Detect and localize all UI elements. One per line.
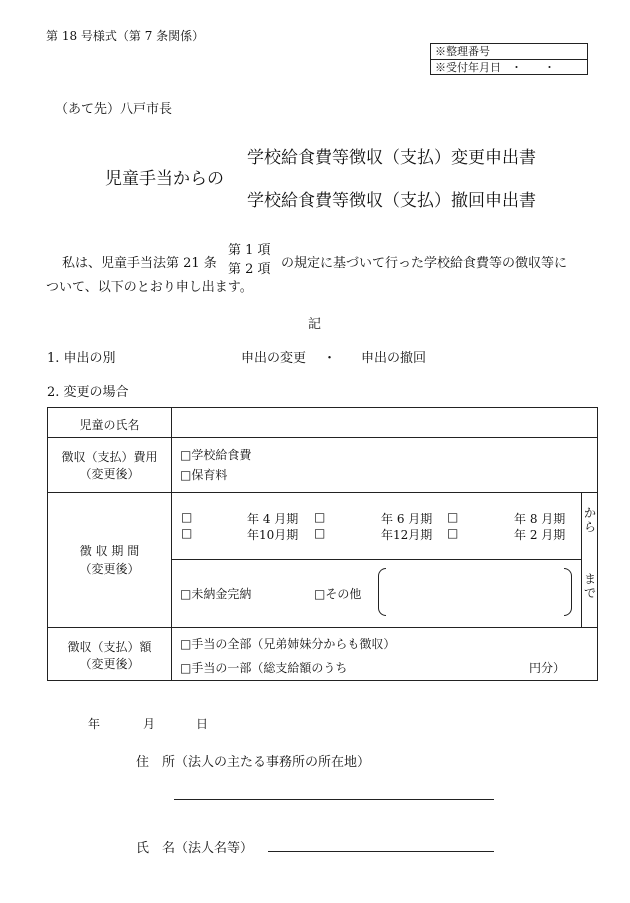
change-table — [47, 407, 598, 681]
amount-option-part-end: 円分） — [529, 661, 566, 675]
period-checkbox[interactable]: □ — [314, 510, 326, 524]
title-change: 学校給食費等徴収（支払）変更申出書 — [247, 148, 536, 168]
month-label: 年 2 月期 — [514, 528, 566, 542]
row-line-2 — [48, 492, 597, 493]
title-prefix: 児童手当からの — [105, 169, 224, 189]
unpaid-complete-option[interactable]: □未納金完納 — [180, 587, 252, 601]
address-line[interactable] — [174, 799, 494, 800]
option-change[interactable]: 申出の変更 — [241, 351, 307, 366]
received-date-dots: ・ ・ — [511, 61, 555, 74]
month-label: 年10月期 — [247, 528, 299, 542]
registration-number-label: ※整理番号 — [435, 45, 490, 58]
name-label: 氏 名（法人名等） — [136, 841, 254, 856]
period-checkbox[interactable]: □ — [181, 510, 193, 524]
kara-label: から — [583, 506, 596, 534]
intro-line2: ついて、以下のとおり申し出ます。 — [46, 280, 253, 295]
received-date-label: ※受付年月日 — [435, 61, 501, 74]
child-name-label: 児童の氏名 — [79, 418, 140, 432]
intro-part1: 私は、児童手当法第 21 条 — [62, 256, 217, 271]
amount-label: 徴収（支払）額 — [67, 640, 152, 654]
period-checkbox[interactable]: □ — [447, 510, 459, 524]
child-name-field[interactable] — [172, 408, 597, 437]
date-year: 年 — [88, 717, 101, 731]
form-number: 第 18 号様式（第 7 条関係） — [46, 29, 205, 43]
row-line-3 — [48, 627, 597, 628]
label-column-divider — [171, 408, 172, 680]
period-checkbox[interactable]: □ — [447, 526, 459, 540]
intro-clause-1: 第 1 項 — [228, 243, 271, 258]
intro-part2: の規定に基づいて行った学校給食費等の徴収等に — [281, 256, 568, 271]
registration-number-row — [431, 44, 587, 59]
made-label: まで — [583, 572, 596, 600]
date-day: 日 — [196, 717, 209, 731]
period-label-sub: （変更後） — [79, 562, 140, 576]
kara-made-divider — [581, 492, 582, 627]
amount-option-part[interactable]: □手当の一部（総支給額のうち — [180, 661, 348, 675]
cost-option-childcare[interactable]: □保育料 — [180, 468, 228, 482]
option-separator: ・ — [323, 351, 337, 366]
received-date-row — [431, 59, 587, 75]
month-label: 年12月期 — [381, 528, 433, 542]
month-label: 年 8 月期 — [514, 512, 566, 526]
cost-label: 徴収（支払）費用 — [61, 450, 158, 464]
period-inner-line — [171, 559, 581, 560]
section1-label: 1. 申出の別 — [47, 351, 116, 366]
other-detail-field[interactable] — [388, 570, 562, 614]
section2-label: 2. 変更の場合 — [47, 385, 129, 400]
period-label: 徴 収 期 間 — [79, 544, 140, 558]
name-line[interactable] — [268, 851, 494, 852]
month-label: 年 6 月期 — [381, 512, 433, 526]
period-checkbox[interactable]: □ — [181, 526, 193, 540]
cost-option-lunch[interactable]: □学校給食費 — [180, 448, 252, 462]
addressee: （あて先）八戸市長 — [55, 102, 173, 117]
address-label: 住 所（法人の主たる事務所の所在地） — [136, 755, 371, 770]
other-option[interactable]: □その他 — [314, 587, 362, 601]
option-withdraw[interactable]: 申出の撤回 — [361, 351, 427, 366]
cost-label-sub: （変更後） — [79, 467, 140, 481]
ki-mark: 記 — [308, 317, 322, 332]
other-open-bracket — [378, 568, 386, 616]
amount-label-sub: （変更後） — [79, 657, 140, 671]
other-close-bracket — [564, 568, 572, 616]
period-checkbox[interactable]: □ — [314, 526, 326, 540]
amount-option-all[interactable]: □手当の全部（兄弟姉妹分からも徴収） — [180, 637, 396, 651]
month-label: 年 4 月期 — [247, 512, 299, 526]
intro-clause-2: 第 2 項 — [228, 262, 271, 277]
row-line-1 — [48, 437, 597, 438]
date-month: 月 — [143, 717, 156, 731]
registration-box — [430, 43, 588, 75]
title-withdraw: 学校給食費等徴収（支払）撤回申出書 — [247, 191, 536, 211]
